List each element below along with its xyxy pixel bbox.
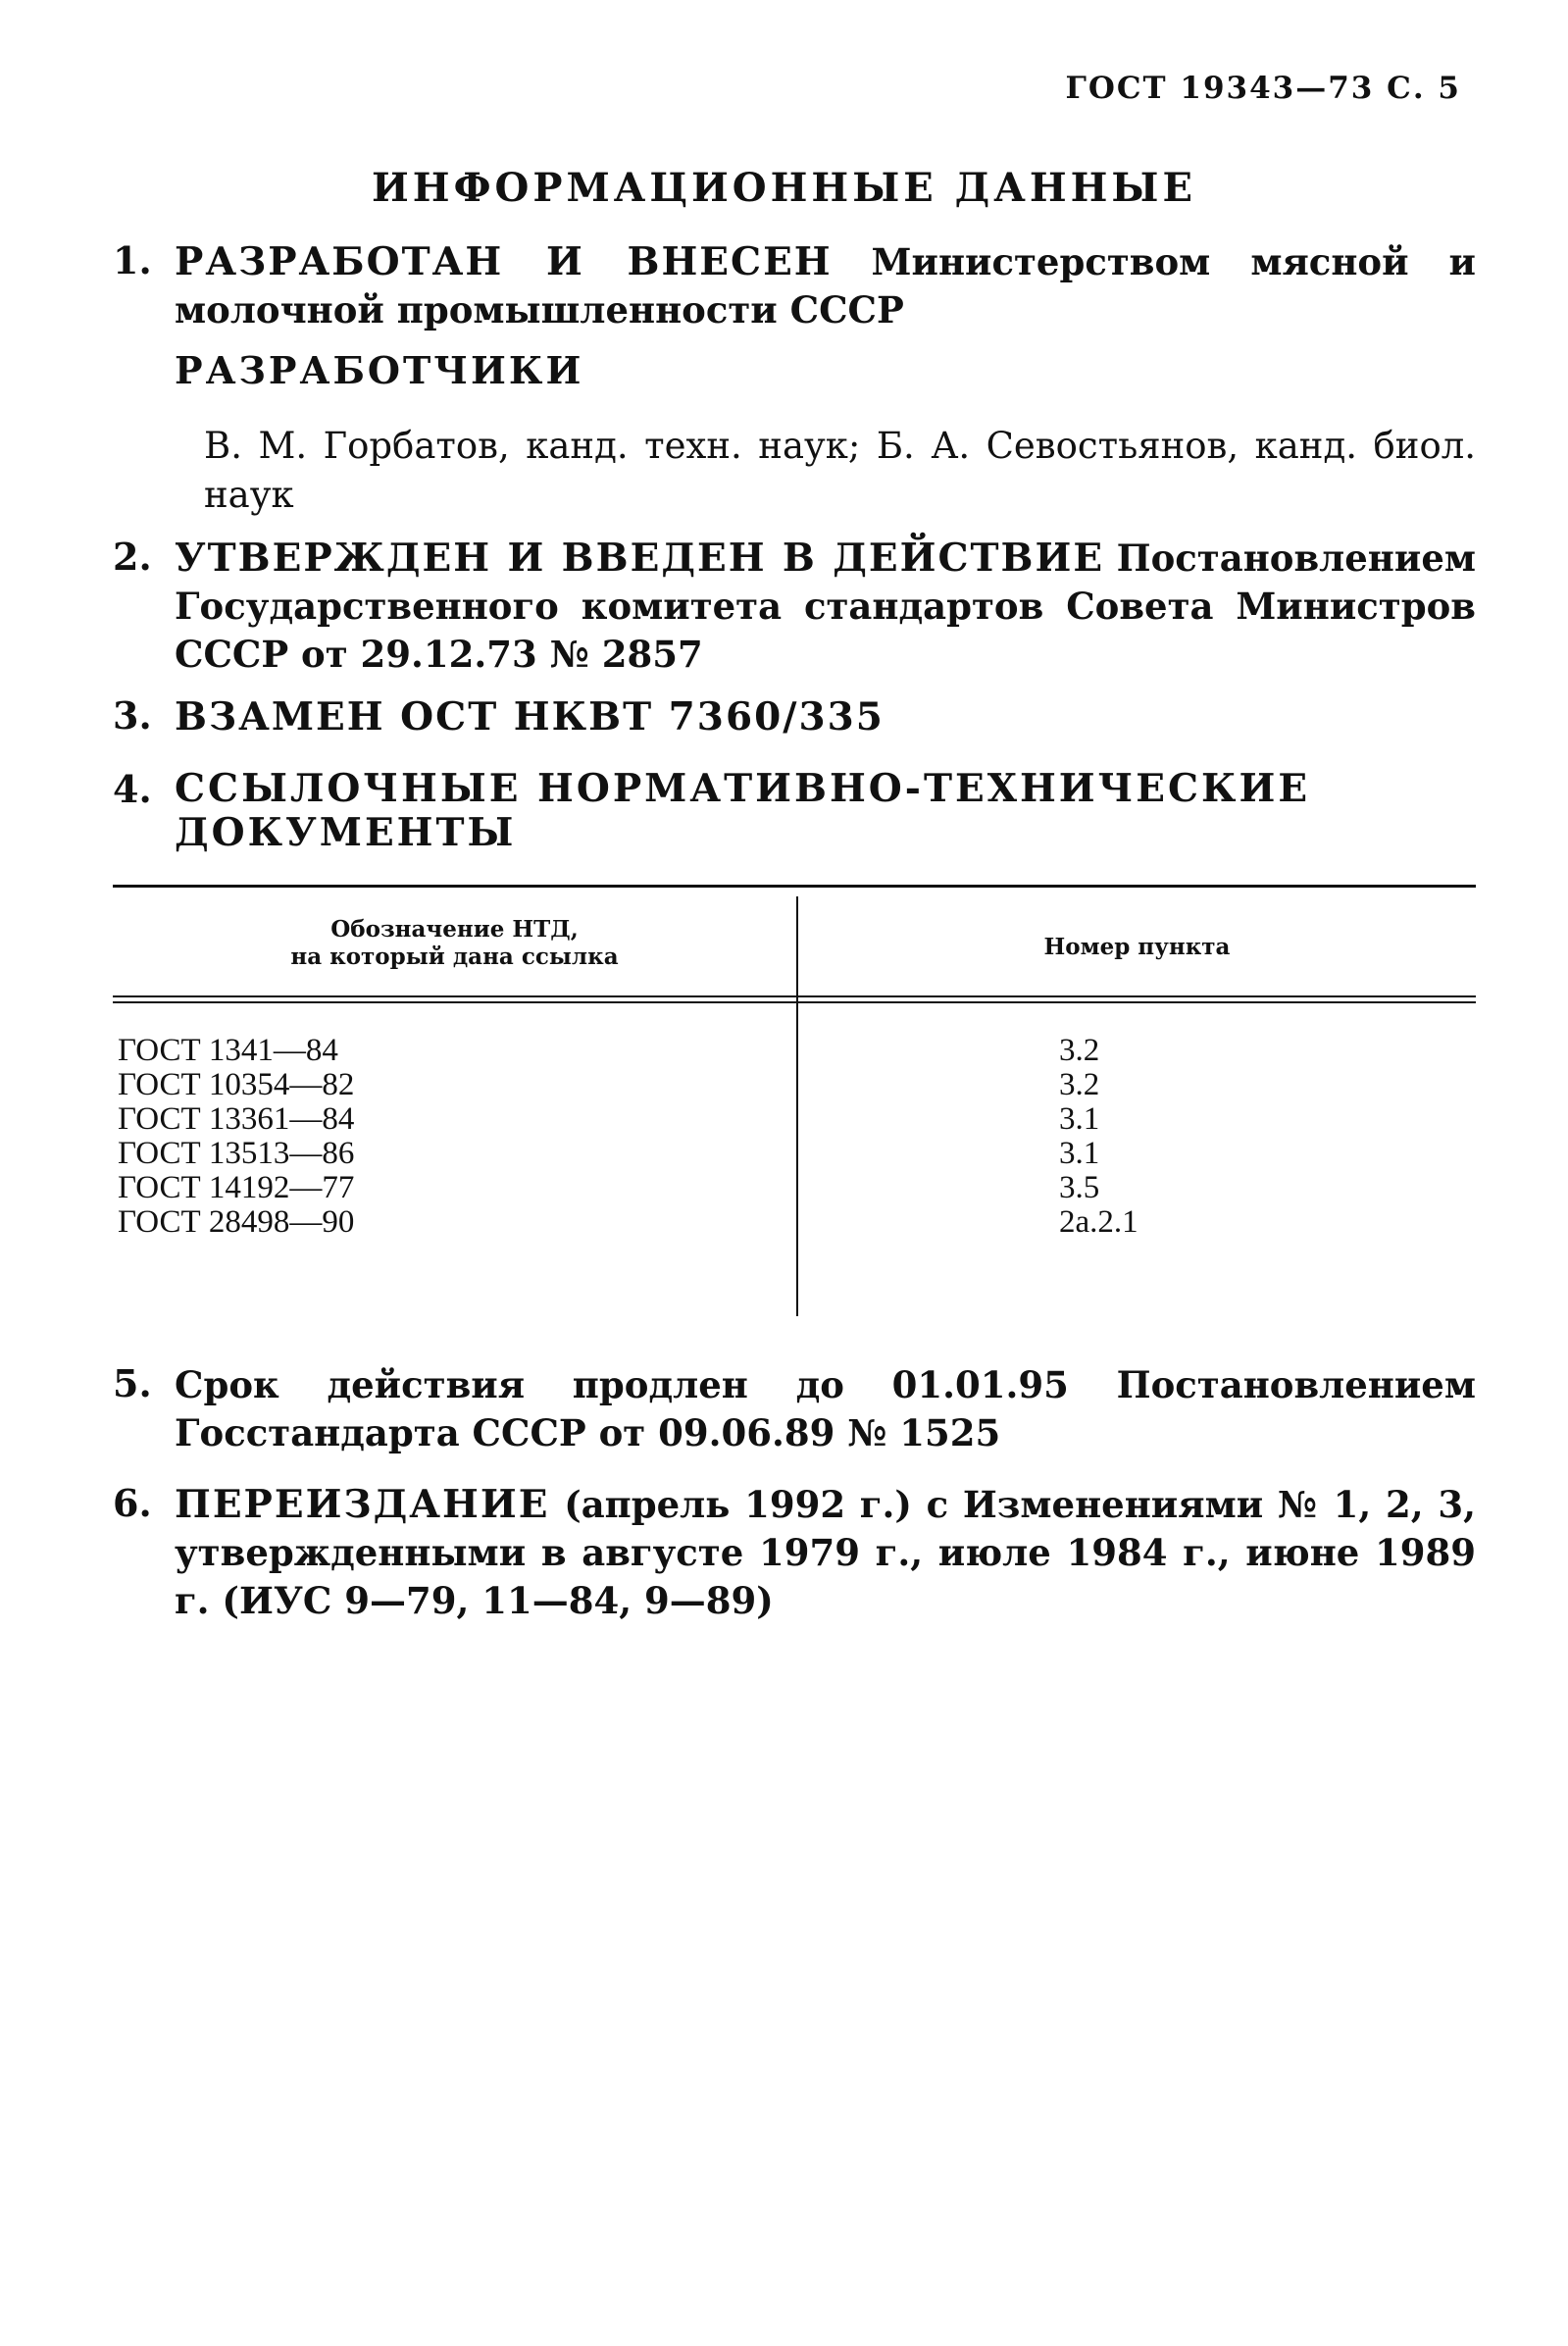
table-cell-doc: ГОСТ 13361—84 [118, 1101, 355, 1137]
item-text: (апрель 1992 г.) с Изменениями № 1, 2, 3, утвержденными в августе 1979 г., июле 1984 г., июне 1989 г. (ИУС 9—79, 11—84, 9—89) [175, 1483, 1476, 1622]
section-item-4 [113, 767, 1476, 855]
item-body [175, 693, 1476, 741]
item-body [175, 1481, 1476, 1625]
table-cell-doc: ГОСТ 28498—90 [118, 1204, 355, 1240]
item-text: Срок действия продлен до 01.01.95 Постановлением Госстандарта СССР от 09.06.89 № 1525 [175, 1363, 1476, 1454]
header-line: Обозначение НТД, [330, 916, 579, 943]
table-header-point-number: Номер пункта [1043, 934, 1231, 960]
table-column-docs [118, 1034, 354, 1240]
item-number: 5. [113, 1361, 152, 1405]
table-cell-point: 3.1 [1059, 1101, 1100, 1137]
item-number: 2. [113, 535, 152, 579]
table-cell-doc: ГОСТ 10354—82 [118, 1067, 355, 1102]
developers-heading: РАЗРАБОТЧИКИ [175, 348, 584, 392]
item-lead: РАЗРАБОТАН И ВНЕСЕН [175, 239, 833, 284]
section-item-2 [113, 535, 1476, 679]
table-column-divider [796, 896, 798, 1316]
table-cell-point: 3.1 [1059, 1136, 1100, 1171]
table-cell-point: 3.2 [1059, 1067, 1100, 1102]
item-number: 4. [113, 767, 152, 811]
table-header-designation [113, 916, 796, 971]
page-header: ГОСТ 19343—73 С. 5 [1065, 71, 1461, 106]
item-text: Постановлением Государственного комитета стандартов Совета Министров СССР от 29.12.73 № 2857 [175, 536, 1477, 676]
item-lead: ССЫЛОЧНЫЕ НОРМАТИВНО-ТЕХНИЧЕСКИЕ ДОКУМЕНТЫ [175, 766, 1311, 855]
item-number: 6. [113, 1481, 152, 1525]
item-body [175, 767, 1476, 855]
table-cell-doc: ГОСТ 14192—77 [118, 1170, 355, 1205]
section-item-1 [113, 238, 1476, 334]
table-column-points [1059, 1034, 1138, 1240]
item-body [175, 1361, 1476, 1457]
table-cell-point: 3.5 [1059, 1170, 1100, 1205]
item-number: 3. [113, 693, 152, 738]
header-line: на который дана ссылка [290, 944, 619, 970]
item-body [175, 535, 1476, 679]
table-cell-point: 2а.2.1 [1059, 1204, 1138, 1240]
table-header-rule [113, 995, 1476, 1003]
item-lead: ВЗАМЕН ОСТ НКВТ 7360/335 [175, 694, 885, 740]
item-text: Министерством мясной и молочной промышленности СССР [175, 240, 1476, 332]
item-body [175, 238, 1476, 334]
section-item-6 [113, 1481, 1476, 1625]
table-cell-doc: ГОСТ 1341—84 [118, 1033, 338, 1068]
reference-documents-table [113, 885, 1476, 1316]
developers-list: В. М. Горбатов, канд. техн. наук; Б. А. Севостьянов, канд. биол. наук [204, 425, 1476, 516]
table-cell-doc: ГОСТ 13513—86 [118, 1136, 355, 1171]
section-item-3 [113, 693, 1476, 741]
table-cell-point: 3.2 [1059, 1033, 1100, 1068]
document-title: ИНФОРМАЦИОННЫЕ ДАННЫЕ [372, 165, 1196, 211]
item-lead: УТВЕРЖДЕН И ВВЕДЕН В ДЕЙСТВИЕ [175, 536, 1105, 581]
table-top-rule [113, 885, 1476, 888]
section-item-5 [113, 1361, 1476, 1457]
item-number: 1. [113, 238, 152, 282]
item-lead: ПЕРЕИЗДАНИЕ [175, 1482, 550, 1527]
